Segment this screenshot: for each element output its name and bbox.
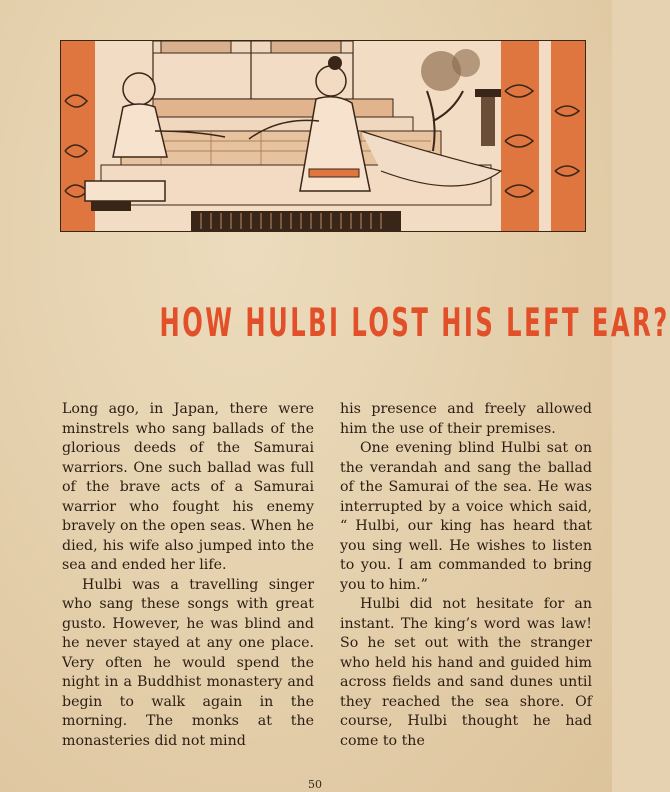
- left-column: [62, 400, 314, 751]
- page-number: 50: [308, 778, 322, 791]
- story-title: HOW HULBI LOST HIS LEFT EAR?: [159, 301, 670, 346]
- story-illustration: [60, 40, 586, 232]
- paragraph: Hulbi did not hesitate for an instant. The king’s word was law! So he set out with the stranger who held his hand and guided him across fields and sand dunes until they reached the sea shore. Of course, Hulbi thought he had come to the: [340, 596, 592, 749]
- paragraph: Long ago, in Japan, there were minstrels who sang ballads of the glorious deeds of the Samurai warriors. One such ballad was full of the brave acts of a Samurai warrior who fought his enemy bravely on the open seas. When he died, his wife also jumped into the sea and ended her life.: [62, 401, 314, 573]
- right-column: [340, 400, 592, 751]
- paragraph: One evening blind Hulbi sat on the verandah and sang the ballad of the Samurai of the sea. He was interrupted by a voice which said, “ Hulbi, our king has heard that you sing well. He wishes to listen to you. I am commanded to bring you to him.”: [340, 440, 592, 593]
- paragraph: his presence and freely allowed him the use of their premises.: [340, 401, 592, 437]
- story-illustration-icon: [61, 41, 585, 231]
- paragraph: Hulbi was a travelling singer who sang these songs with great gusto. However, he was blind and he never stayed at any one place. Very often he would spend the night in a Buddhist monastery and begin to walk again in the morning. The monks at the monasteries did not mind: [62, 576, 314, 749]
